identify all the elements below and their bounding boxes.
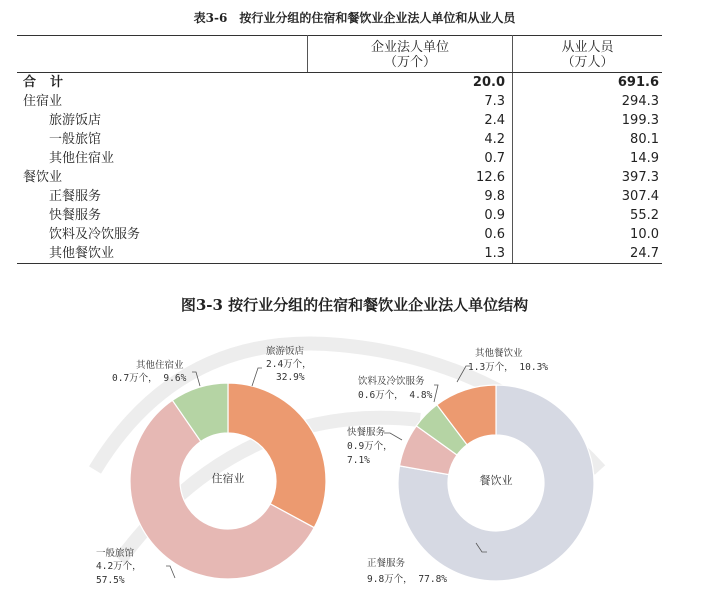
- row-units: 4.2: [308, 130, 513, 149]
- figure-title: 图3-3 按行业分组的住宿和餐饮业企业法人单位结构: [180, 296, 529, 314]
- header-employees-unit: （万人）: [561, 55, 614, 70]
- header-units-label: 企业法人单位: [370, 40, 449, 55]
- leader-line: [252, 368, 262, 386]
- row-units: 7.3: [308, 92, 513, 111]
- row-employees: 80.1: [630, 132, 659, 147]
- row-name: 一般旅馆: [49, 132, 102, 147]
- row-units: 2.4: [308, 111, 513, 130]
- row-employees: 55.2: [630, 208, 659, 223]
- donut-center-catering: 餐饮业: [479, 474, 513, 487]
- row-units: 1.3: [308, 244, 513, 264]
- table-title: 表3-6 按行业分组的住宿和餐饮业企业法人单位和从业人员: [193, 11, 516, 25]
- header-employees-label: 从业人员: [561, 40, 614, 55]
- row-units: 12.6: [308, 168, 513, 187]
- slice-label: 其他住宿业 0.7万个， 9.6%: [112, 360, 187, 384]
- leader-line: [434, 385, 438, 402]
- row-units: 20.0: [308, 73, 513, 93]
- slice-label: 旅游饭店 2.4万个， 32.9%: [266, 346, 312, 383]
- row-name: 旅游饭店: [49, 113, 102, 128]
- slice-label: 一般旅馆 4.2万个， 57.5%: [96, 548, 142, 586]
- slice-label: 快餐服务 0.9万个， 7.1%: [347, 427, 393, 466]
- row-name: 饮料及冷饮服务: [49, 227, 141, 242]
- row-name: 正餐服务: [49, 189, 102, 204]
- row-employees: 199.3: [621, 113, 659, 128]
- slice-label: 其他餐饮业 1.3万个， 10.3%: [468, 348, 549, 373]
- row-name: 合计: [23, 75, 78, 90]
- row-units: 0.6: [308, 225, 513, 244]
- row-name: 其他餐饮业: [17, 244, 308, 264]
- row-units: 9.8: [308, 187, 513, 206]
- donut-center-accommodation: 住宿业: [211, 472, 245, 485]
- row-employees: 307.4: [621, 189, 659, 204]
- row-name: 餐饮业: [23, 170, 63, 185]
- slice-label: 饮料及冷饮服务 0.6万个， 4.8%: [358, 376, 433, 401]
- slice-label: 正餐服务 9.8万个， 77.8%: [367, 558, 448, 585]
- row-employees: 10.0: [630, 227, 659, 242]
- row-units: 0.7: [308, 149, 513, 168]
- row-employees: 691.6: [617, 75, 659, 90]
- row-employees: 24.7: [513, 244, 663, 264]
- leader-line: [166, 566, 175, 578]
- row-employees: 397.3: [621, 170, 659, 185]
- header-units-unit: （万个）: [383, 55, 436, 70]
- row-employees: 294.3: [621, 94, 659, 109]
- row-employees: 14.9: [630, 151, 659, 166]
- row-units: 0.9: [308, 206, 513, 225]
- row-name: 住宿业: [23, 94, 63, 109]
- row-name: 快餐服务: [49, 208, 102, 223]
- row-name: 其他住宿业: [49, 151, 115, 166]
